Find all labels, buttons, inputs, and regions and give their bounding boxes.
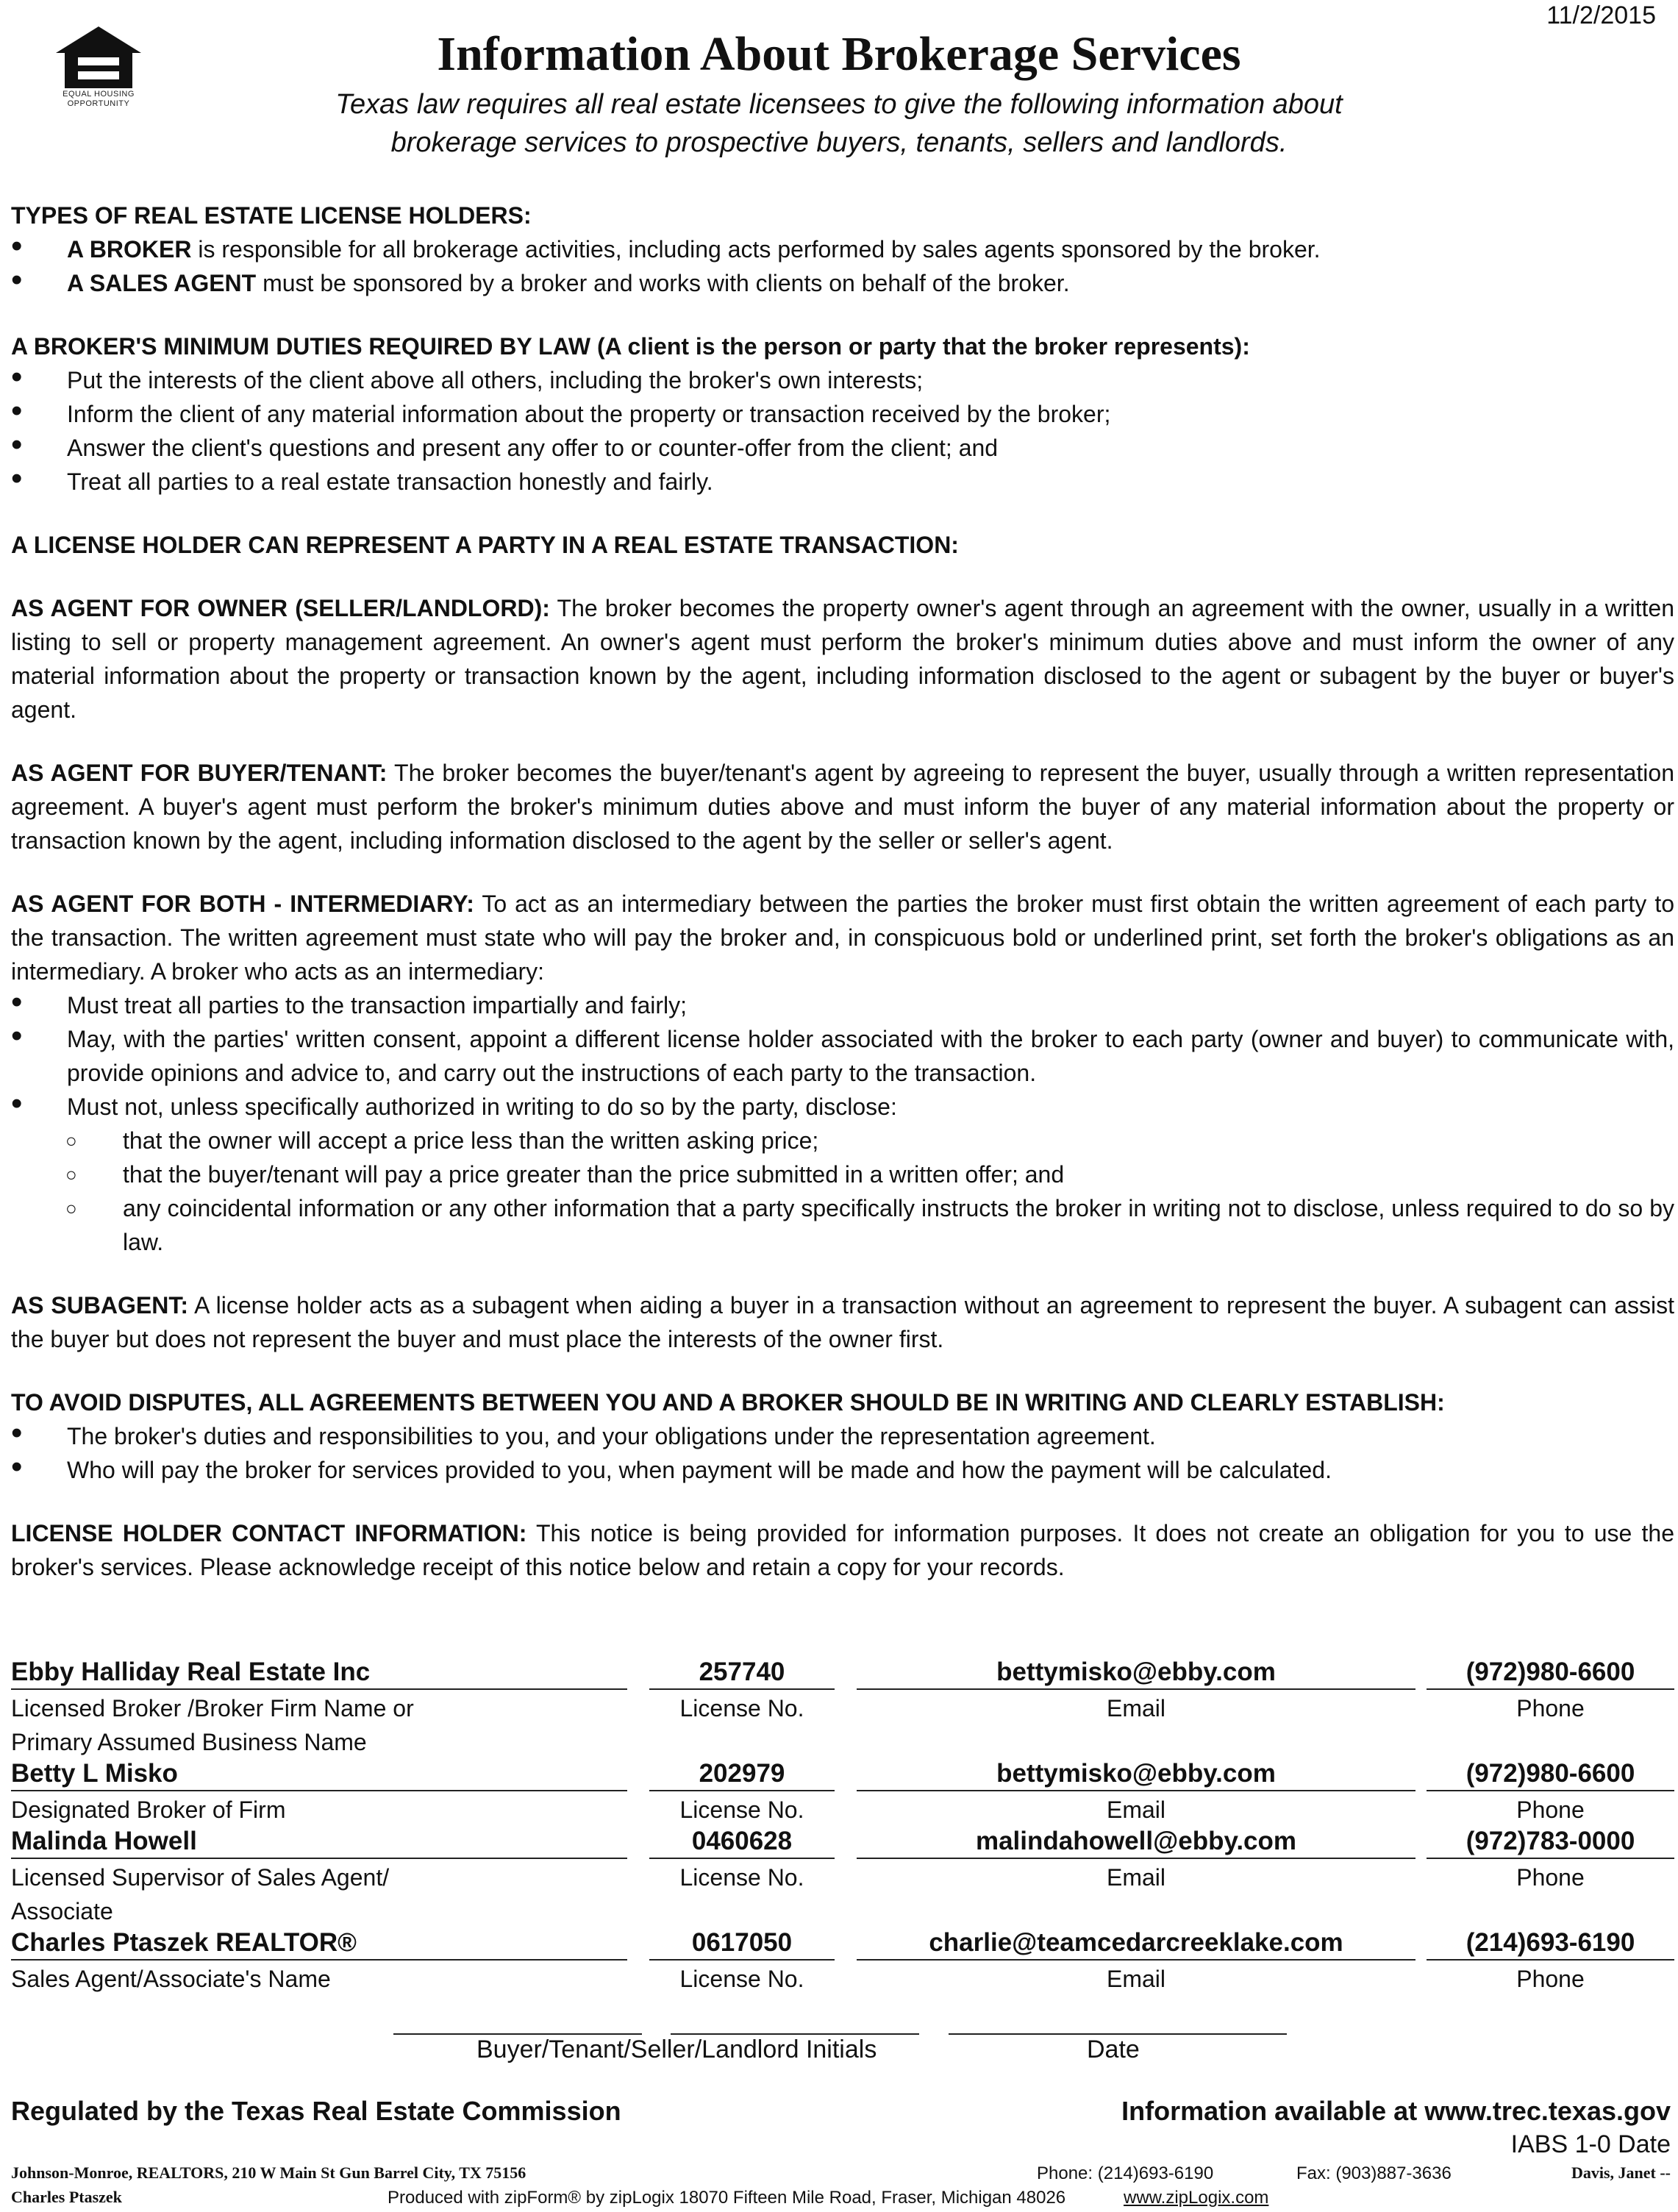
section-subagent	[11, 1288, 1674, 1356]
phone-cell	[1427, 1758, 1674, 1827]
office-address: Johnson-Monroe, REALTORS, 210 W Main St Gun Barrel City, TX 75156	[11, 2163, 526, 2182]
list-item	[11, 232, 1674, 266]
produced-with-text: Produced with zipForm® by zipLogix 18070 Fifteen Mile Road, Fraser, Michigan 48026	[388, 2188, 1066, 2208]
field-label: Email	[1106, 1864, 1165, 1891]
intermediary-text: To act as an intermediary between the parties the broker must first obtain the written agreement of each party to the transaction. The written agreement must state who will pay the broker and, in conspicuous bold or underlined print, set forth the broker's obligations as an intermediary. A broker who acts as an intermediary:	[11, 891, 1675, 985]
email-field[interactable]: malindahowell@ebby.com	[857, 1825, 1415, 1859]
list-item: • Answer the client's questions and present any offer to or counter-offer from the client; and	[11, 431, 1674, 465]
owner-text: The broker becomes the property owner's agent through an agreement with the owner, usually in a written listing to sell or property management agreement. An owner's agent must perform the broker's minimum duties above and must inform the owner of any material information about the property or transaction known by the agent, including information disclosed to the agent or subagent by the buyer or buyer's agent.	[11, 595, 1675, 723]
email-cell	[857, 1758, 1415, 1827]
email-field[interactable]: charlie@teamcedarcreeklake.com	[857, 1927, 1415, 1961]
initials-label: Buyer/Tenant/Seller/Landlord Initials	[476, 2036, 877, 2063]
trec-info-text: Information available at www.trec.texas.gov	[1121, 2096, 1671, 2126]
subagent-text: A license holder acts as a subagent when aiding a buyer in a transaction without an agreement to represent the buyer. A subagent can assist the buyer but does not represent the buyer and must place the interests of the owner first.	[11, 1292, 1675, 1352]
field-label: License No.	[679, 1797, 804, 1823]
license-field[interactable]: 202979	[649, 1758, 835, 1791]
agent-name: Charles Ptaszek	[11, 2188, 122, 2206]
field-label: Designated Broker of Firm	[11, 1797, 286, 1823]
list-item	[11, 1090, 1674, 1124]
agent-short-name: Davis, Janet --	[1571, 2163, 1671, 2182]
buyer-lead: AS AGENT FOR BUYER/TENANT:	[11, 760, 388, 786]
designated-broker-field[interactable]: Betty L Misko	[11, 1758, 627, 1791]
represent-heading: A LICENSE HOLDER CAN REPRESENT A PARTY IN A REAL ESTATE TRANSACTION:	[11, 532, 959, 558]
initials-line-1[interactable]	[393, 2033, 642, 2035]
list-item: • Inform the client of any material information about the property or transaction received by the broker;	[11, 397, 1674, 431]
field-label: Licensed Broker /Broker Firm Name or	[11, 1695, 414, 1722]
section-buyer	[11, 756, 1674, 857]
section-represent	[11, 528, 1674, 562]
phone-field[interactable]: (972)980-6600	[1427, 1758, 1674, 1791]
document-body	[11, 199, 1674, 1613]
contact-info-text: This notice is being provided for information purposes. It does not create an obligation for you to use the broker's services. Please acknowledge receipt of this notice below and retain a copy for your records.	[11, 1520, 1675, 1580]
name-cell	[11, 1656, 627, 1759]
list-item: • Who will pay the broker for services provided to you, when payment will be made and how the payment will be calculated.	[11, 1453, 1674, 1487]
page-subtitle	[0, 85, 1678, 162]
broker-lead: A BROKER	[67, 236, 192, 263]
field-label: License No.	[679, 1695, 804, 1722]
name-cell	[11, 1758, 627, 1827]
license-cell	[649, 1927, 835, 1996]
license-field[interactable]: 257740	[649, 1656, 835, 1690]
types-list	[11, 232, 1674, 300]
license-field[interactable]: 0617050	[649, 1927, 835, 1961]
sub-list-item: ○ any coincidental information or any other information that a party specifically instructs the broker in writing not to disclose, unless required to do so by law.	[11, 1191, 1674, 1259]
section-contact-info	[11, 1516, 1674, 1584]
field-label: License No.	[679, 1864, 804, 1891]
phone-field[interactable]: (972)980-6600	[1427, 1656, 1674, 1690]
section-owner	[11, 591, 1674, 727]
logo-text-2: OPPORTUNITY	[67, 99, 130, 108]
types-heading: TYPES OF REAL ESTATE LICENSE HOLDERS:	[11, 202, 532, 229]
field-label: Phone	[1516, 1695, 1585, 1722]
license-field[interactable]: 0460628	[649, 1825, 835, 1859]
office-phone: Phone: (214)693-6190	[1037, 2163, 1214, 2183]
field-label: Phone	[1516, 1966, 1585, 1992]
list-item: • Must treat all parties to the transaction impartially and fairly;	[11, 988, 1674, 1022]
field-label: Email	[1106, 1966, 1165, 1992]
office-fax: Fax: (903)887-3636	[1296, 2163, 1452, 2183]
license-cell	[649, 1656, 835, 1725]
list-item: • Put the interests of the client above all others, including the broker's own interests;	[11, 363, 1674, 397]
name-cell	[11, 1927, 627, 1996]
sales-agent-text: must be sponsored by a broker and works with clients on behalf of the broker.	[256, 270, 1070, 296]
regulated-by-text: Regulated by the Texas Real Estate Commission	[11, 2096, 621, 2126]
field-label: Phone	[1516, 1797, 1585, 1823]
date-label: Date	[1087, 2036, 1140, 2063]
section-duties	[11, 329, 1674, 499]
intermediary-list	[11, 988, 1674, 1124]
disputes-list	[11, 1419, 1674, 1487]
list-item: • Treat all parties to a real estate transaction honestly and fairly.	[11, 465, 1674, 499]
sales-agent-lead: A SALES AGENT	[67, 270, 257, 296]
table-row	[11, 1825, 1674, 1927]
phone-field[interactable]: (972)783-0000	[1427, 1825, 1674, 1859]
broker-firm-name-field[interactable]: Ebby Halliday Real Estate Inc	[11, 1656, 627, 1690]
list-item	[11, 266, 1674, 300]
email-cell	[857, 1927, 1415, 1996]
broker-text: is responsible for all brokerage activities, including acts performed by sales agents sponsored by the broker.	[191, 236, 1321, 263]
phone-cell	[1427, 1825, 1674, 1894]
disputes-heading: TO AVOID DISPUTES, ALL AGREEMENTS BETWEEN YOU AND A BROKER SHOULD BE IN WRITING AND CLEARLY ESTABLISH:	[11, 1389, 1445, 1416]
field-label: Sales Agent/Associate's Name	[11, 1966, 331, 1992]
subagent-lead: AS SUBAGENT:	[11, 1292, 189, 1319]
section-intermediary	[11, 887, 1674, 1259]
subtitle-line-1: Texas law requires all real estate licensees to give the following information about	[335, 89, 1343, 120]
duties-heading: A BROKER'S MINIMUM DUTIES REQUIRED BY LAW (A client is the person or party that the broker represents):	[11, 333, 1250, 360]
sub-list-item: ○ that the buyer/tenant will pay a price greater than the price submitted in a written offer; and	[11, 1157, 1674, 1191]
section-types	[11, 199, 1674, 300]
field-label: Licensed Supervisor of Sales Agent/	[11, 1864, 390, 1891]
email-cell	[857, 1825, 1415, 1894]
list-item: • May, with the parties' written consent, appoint a different license holder associated with the broker to each party (owner and buyer) to communicate with, provide opinions and advice to, and carry out the instructions of each party to the transaction.	[11, 1022, 1674, 1090]
email-cell	[857, 1656, 1415, 1725]
email-field[interactable]: bettymisko@ebby.com	[857, 1656, 1415, 1690]
field-label: Email	[1106, 1797, 1165, 1823]
phone-cell	[1427, 1927, 1674, 1996]
owner-lead: AS AGENT FOR OWNER (SELLER/LANDLORD):	[11, 595, 550, 621]
table-row	[11, 1758, 1674, 1825]
name-cell	[11, 1825, 627, 1928]
form-date: 11/2/2015	[1546, 1, 1656, 29]
ziplogix-link[interactable]: www.zipLogix.com	[1124, 2188, 1269, 2208]
license-cell	[649, 1758, 835, 1827]
form-id: IABS 1-0 Date	[1510, 2130, 1671, 2158]
must-not-text: Must not, unless specifically authorized in writing to do so by the party, disclose:	[67, 1093, 897, 1120]
intermediary-sublist	[11, 1124, 1674, 1259]
email-field[interactable]: bettymisko@ebby.com	[857, 1758, 1415, 1791]
field-label: Primary Assumed Business Name	[11, 1729, 367, 1755]
license-cell	[649, 1825, 835, 1894]
supervisor-field[interactable]: Malinda Howell	[11, 1825, 627, 1859]
table-row	[11, 1927, 1674, 1994]
list-item: • The broker's duties and responsibilities to you, and your obligations under the representation agreement.	[11, 1419, 1674, 1453]
initials-line-2[interactable]	[671, 2033, 919, 2035]
intermediary-lead: AS AGENT FOR BOTH - INTERMEDIARY:	[11, 891, 474, 917]
contacts-table	[11, 1656, 1674, 1994]
sub-list-item: ○ that the owner will accept a price less than the written asking price;	[11, 1124, 1674, 1157]
phone-field[interactable]: (214)693-6190	[1427, 1927, 1674, 1961]
duties-list	[11, 363, 1674, 499]
buyer-text: The broker becomes the buyer/tenant's agent by agreeing to represent the buyer, usually through a written representation agreement. A buyer's agent must perform the broker's minimum duties above and must inform the buyer of any material information about the property or transaction known by the agent, including information disclosed to the agent by the seller or seller's agent.	[11, 760, 1675, 854]
table-row	[11, 1656, 1674, 1758]
page-title: Information About Brokerage Services	[437, 27, 1241, 81]
field-label: Email	[1106, 1695, 1165, 1722]
field-label: Phone	[1516, 1864, 1585, 1891]
field-label: License No.	[679, 1966, 804, 1992]
date-line[interactable]	[949, 2033, 1287, 2035]
subtitle-line-2: brokerage services to prospective buyers, tenants, sellers and landlords.	[390, 127, 1288, 158]
phone-cell	[1427, 1656, 1674, 1725]
field-label: Associate	[11, 1898, 113, 1924]
logo-text-1: EQUAL HOUSING	[63, 90, 135, 99]
contact-info-lead: LICENSE HOLDER CONTACT INFORMATION:	[11, 1520, 527, 1546]
section-disputes	[11, 1385, 1674, 1487]
sales-agent-field[interactable]: Charles Ptaszek REALTOR®	[11, 1927, 627, 1961]
